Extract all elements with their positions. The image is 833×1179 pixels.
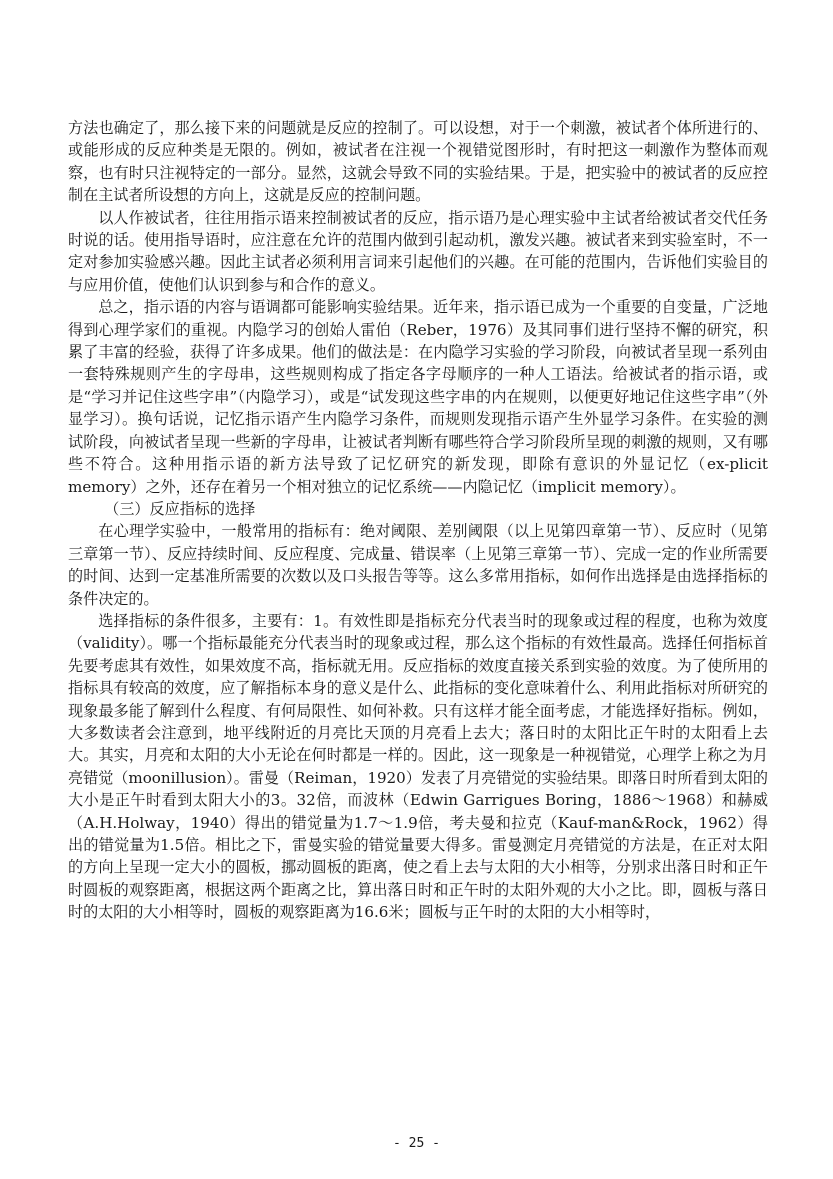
paragraph-common-indicators: 在心理学实验中，一般常用的指标有：绝对阈限、差别阈限（以上见第四章第一节）、反应时（见第三章第一节）、反应持续时间、反应程度、完成量、错误率（上见第三章第一节）、完成一定的作业所需要的时间、达到一定基准所需要的次数以及口头报告等等。这么多常用指标，如何作出选择是由选择指标的条件决定的。 — [68, 522, 768, 608]
paragraph-instructions: 以人作被试者，往往用指示语来控制被试者的反应，指示语乃是心理实验中主试者给被试者交代任务时说的话。使用指导语时，应注意在允许的范围内做到引起动机，激发兴趣。被试者来到实验室时，不一定对参加实验感兴趣。因此主试者必须利用言词来引起他们的兴趣。在可能的范围内，告诉他们实验目的与应用价值，使他们认识到参与和合作的意义。 — [68, 208, 768, 294]
paragraph-implicit-learning: 总之，指示语的内容与语调都可能影响实验结果。近年来，指示语已成为一个重要的自变量，广泛地得到心理学家们的重视。内隐学习的创始人雷伯（Reber，1976）及其同事们进行坚持不懈的研究，积累了丰富的经验，获得了许多成果。他们的做法是：在内隐学习实验的学习阶段，向被试者呈现一系列由一套特殊规则产生的字母串，这些规则构成了指定各字母顺序的一种人工语法。给被试者的指示语，或是“学习并记住这些字串”（内隐学习），或是“试发现这些字串的内在规则，以便更好地记住这些字串”（外显学习）。换句话说，记忆指示语产生内隐学习条件，而规则发现指示语产生外显学习条件。在实验的测试阶段，向被试者呈现一些新的字母串，让被试者判断有哪些符合学习阶段所呈现的刺激的规则，又有哪些不符合。这种用指示语的新方法导致了记忆研究的新发现，即除有意识的外显记忆（ex-plicit memory）之外，还存在着另一个相对独立的记忆系统——内隐记忆（implicit memory）。 — [68, 298, 768, 496]
section-heading: （三）反应指标的选择 — [104, 499, 256, 518]
paragraph-continued: 方法也确定了，那么接下来的问题就是反应的控制了。可以设想，对于一个刺激，被试者个体所进行的、或能形成的反应种类是无限的。例如，被试者在注视一个视错觉图形时，有时把这一刺激作为整体而观察，也有时只注视特定的一部分。显然，这就会导致不同的实验结果。于是，把实验中的被试者的反应控制在主试者所设想的方向上，这就是反应的控制问题。 — [68, 119, 768, 205]
paragraph-selection-conditions: 选择指标的条件很多，主要有：1。有效性即是指标充分代表当时的现象或过程的程度，也称为效度（validity）。哪一个指标最能充分代表当时的现象或过程，那么这个指标的有效性最高。选择任何指标首先要考虑其有效性，如果效度不高，指标就无用。反应指标的效度直接关系到实验的效度。为了使所用的指标具有较高的效度，应了解指标本身的意义是什么、此指标的变化意味着什么、利用此指标对所研究的现象最多能了解到什么程度、有何局限性、如何补救。只有这样才能全面考虑，才能选择好指标。例如，大多数读者会注意到，地平线附近的月亮比天顶的月亮看上去大；落日时的太阳比正午时的太阳看上去大。其实，月亮和太阳的大小无论在何时都是一样的。因此，这一现象是一种视错觉，心理学上称之为月亮错觉（moonillusion）。雷曼（Reiman，1920）发表了月亮错觉的实验结果。即落日时所看到太阳的大小是正午时看到太阳大小的3。32倍，而波林（Edwin Garrigues Boring，1886～1968）和赫威（A.H.Holway，1940）得出的错觉量为1.7～1.9倍，考夫曼和拉克（Kauf-man&Rock，1962）得出的错觉量为1.5倍。相比之下，雷曼实验的错觉量要大得多。雷曼测定月亮错觉的方法是，在正对太阳的方向上呈现一定大小的圆板，挪动圆板的距离，使之看上去与太阳的大小相等，分别求出落日时和正午时圆板的观察距离，根据这两个距离之比，算出落日时和正午时的太阳外观的大小之比。即，圆板与落日时的太阳的大小相等时，圆板的观察距离为16.6米；圆板与正午时的太阳的大小相等时， — [68, 611, 769, 922]
page-number: - 25 - — [393, 1136, 440, 1151]
body-text — [68, 117, 768, 924]
